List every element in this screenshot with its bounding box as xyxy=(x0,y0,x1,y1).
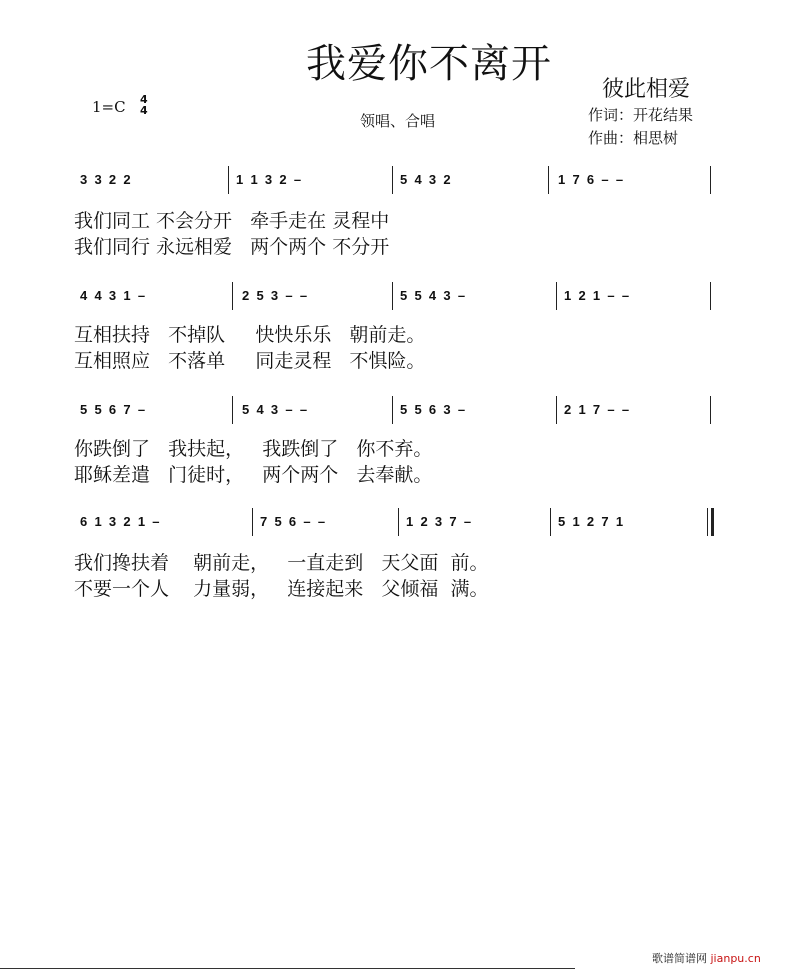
time-signature xyxy=(140,94,148,116)
watermark-url: jianpu.cn xyxy=(710,952,761,965)
lyric-line: 耶稣差遣 门徒时， 两个两个 去奉献。 xyxy=(74,464,433,486)
barline xyxy=(556,396,557,424)
measure-notes: 5 5 6 3 – xyxy=(400,402,466,417)
lyric-line: 你跌倒了 我扶起， 我跌倒了 你不弃。 xyxy=(74,438,433,460)
key-signature: 1=C xyxy=(92,98,126,116)
barline xyxy=(556,282,557,310)
song-title: 我爱你不离开 xyxy=(306,41,552,87)
measure-notes: 1 2 3 7 – xyxy=(406,514,472,529)
measure-notes: 5 1 2 7 1 xyxy=(558,514,624,529)
composer-credit: 作曲：相思树 xyxy=(588,129,679,147)
time-signature-bottom: 4 xyxy=(140,104,148,117)
measure-notes: 2 5 3 – – xyxy=(242,288,308,303)
lyric-line: 我们同工 不会分开 牵手走在 灵程中 xyxy=(74,210,390,232)
site-watermark xyxy=(652,950,761,966)
barline xyxy=(710,282,711,310)
measure-notes: 5 5 4 3 – xyxy=(400,288,466,303)
barline xyxy=(392,282,393,310)
lyric-line: 我们搀扶着 朝前走， 一直走到 天父面 前。 xyxy=(74,552,489,574)
measure-notes: 1 1 3 2 – xyxy=(236,172,302,187)
barline xyxy=(392,166,393,194)
lyric-line: 互相扶持 不掉队 快快乐乐 朝前走。 xyxy=(74,324,426,346)
barline xyxy=(232,282,233,310)
lyric-line: 不要一个人 力量弱， 连接起来 父倾福 满。 xyxy=(74,578,489,600)
barline xyxy=(228,166,229,194)
measure-notes: 7 5 6 – – xyxy=(260,514,326,529)
measure-notes: 5 5 6 7 – xyxy=(80,402,146,417)
measure-notes: 1 7 6 – – xyxy=(558,172,624,187)
barline xyxy=(710,396,711,424)
barline xyxy=(392,396,393,424)
measure-notes: 1 2 1 – – xyxy=(564,288,630,303)
barline xyxy=(548,166,549,194)
barline xyxy=(550,508,551,536)
lyricist-credit: 作词：开花结果 xyxy=(588,106,694,124)
measure-notes: 5 4 3 2 xyxy=(400,172,451,187)
barline xyxy=(710,166,711,194)
song-subtitle: 彼此相爱 xyxy=(602,77,691,102)
final-barline-thick xyxy=(711,508,714,536)
time-signature-top: 4 xyxy=(140,93,148,106)
footer-divider xyxy=(0,968,575,969)
lyric-line: 我们同行 永远相爱 两个两个 不分开 xyxy=(74,236,390,258)
measure-notes: 4 4 3 1 – xyxy=(80,288,146,303)
barline xyxy=(232,396,233,424)
measure-notes: 2 1 7 – – xyxy=(564,402,630,417)
final-barline-thin xyxy=(707,508,708,536)
measure-notes: 5 4 3 – – xyxy=(242,402,308,417)
performance-note: 领唱、合唱 xyxy=(360,112,436,130)
measure-notes: 6 1 3 2 1 – xyxy=(80,514,160,529)
lyric-line: 互相照应 不落单 同走灵程 不惧险。 xyxy=(74,350,426,372)
barline xyxy=(398,508,399,536)
measure-notes: 3 3 2 2 xyxy=(80,172,131,187)
watermark-text: 歌谱简谱网 xyxy=(652,952,707,965)
barline xyxy=(252,508,253,536)
